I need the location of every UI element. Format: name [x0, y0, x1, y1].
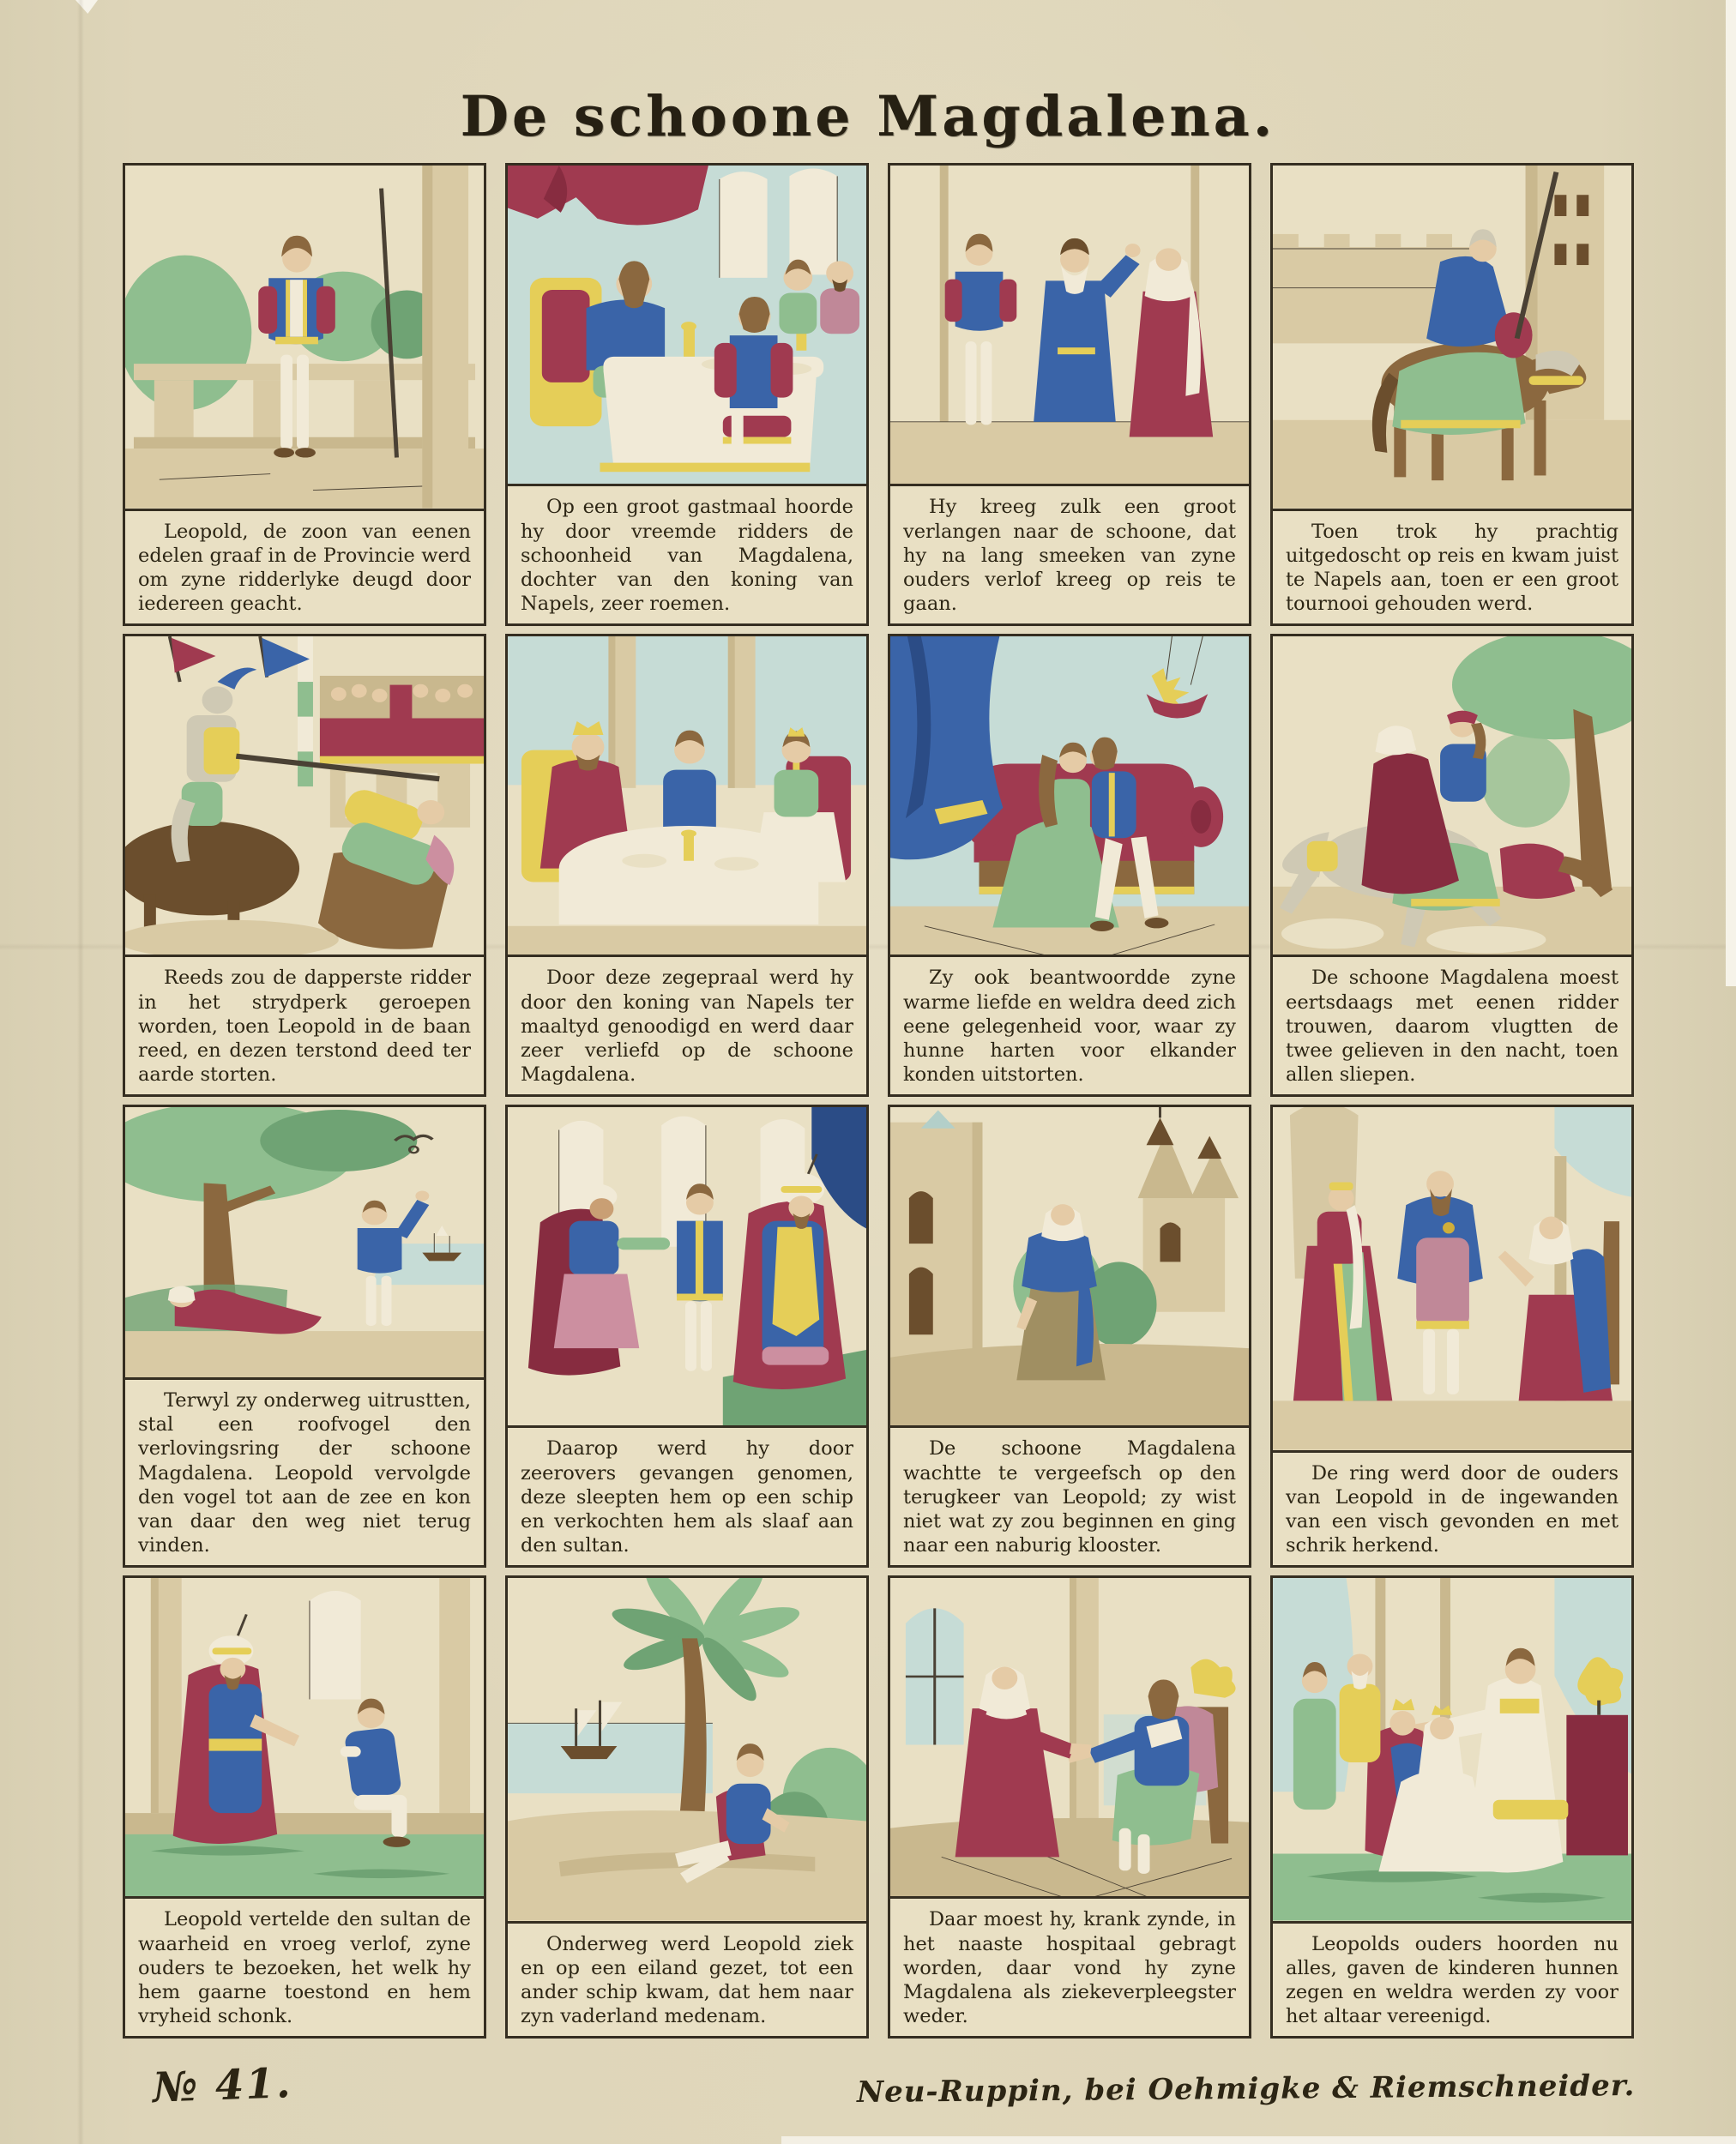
story-panel-9	[123, 1105, 486, 1568]
panel-2-caption: Op een groot gastmaal hoorde hy door vreemde ridders de schoonheid van Magdalena, dochter van den koning van Napels, zeer roemen.	[521, 496, 853, 615]
panel-13-illustration	[125, 1578, 484, 1899]
panel-10-caption: Daarop werd hy door zeerovers gevangen genomen, deze sleepten hem op een schip en verkochten hem als slaaf aan den sultan.	[521, 1437, 853, 1557]
panel-grid	[123, 163, 1634, 2039]
story-panel-7	[888, 634, 1251, 1097]
panel-1-caption: Leopold, de zoon van eenen edelen graaf in de Provincie werd om zyne ridderlyke deugd door iedereen geacht.	[138, 520, 471, 615]
story-panel-5	[123, 634, 486, 1097]
panel-8-illustration	[1273, 636, 1631, 957]
panel-6-caption: Door deze zegepraal werd hy door den koning van Napels ter maaltyd genoodigd en werd daar zeer verliefd op de schoone Magdalena.	[521, 967, 853, 1086]
story-panel-6	[505, 634, 869, 1097]
panel-14-caption: Onderweg werd Leopold ziek en op een eiland gezet, tot een ander schip kwam, dat hem naar zyn vaderland medenam.	[521, 1932, 853, 2027]
panel-3-caption: Hy kreeg zulk een groot verlangen naar de schoone, dat hy na lang smeeken van zyne ouders verlof kreeg op reis te gaan.	[903, 496, 1236, 615]
panel-16-caption: Leopolds ouders hoorden nu alles, gaven de kinderen hunnen zegen en weldra werden zy voor het altaar vereenigd.	[1286, 1932, 1618, 2027]
story-panel-1	[123, 163, 486, 626]
paper-crease-vertical	[77, 0, 84, 2144]
panel-12-caption: De ring werd door de ouders van Leopold in de ingewanden van een visch gevonden en met schrik herkend.	[1286, 1461, 1618, 1557]
panel-15-illustration	[890, 1578, 1249, 1899]
plate-number: № 41.	[152, 2059, 293, 2112]
panel-6-illustration	[508, 636, 866, 957]
panel-14-illustration	[508, 1578, 866, 1924]
panel-15-caption: Daar moest hy, krank zynde, in het naaste hospitaal gebragt worden, daar vond hy zyne Magdalena als ziekeverpleegster weder.	[903, 1908, 1236, 2027]
story-panel-13	[123, 1575, 486, 2039]
panel-5-illustration	[125, 636, 484, 957]
panel-7-caption: Zy ook beantwoordde zyne warme liefde en weldra deed zich eene gelegenheid voor, waar zy hunne harten voor elkander konden uitstorten.	[903, 967, 1236, 1086]
story-panel-16	[1270, 1575, 1634, 2039]
story-panel-10	[505, 1105, 869, 1568]
panel-3-illustration	[890, 166, 1249, 486]
story-panel-4	[1270, 163, 1634, 626]
panel-1-illustration	[125, 166, 484, 511]
panel-16-illustration	[1273, 1578, 1631, 1924]
panel-9-illustration	[125, 1107, 484, 1380]
panel-11-caption: De schoone Magdalena wachtte te vergeefsch op den terugkeer van Leopold; zy wist niet wat zy zou beginnen en ging naar een naburig klooster.	[903, 1437, 1236, 1557]
panel-7-illustration	[890, 636, 1249, 957]
panel-4-illustration	[1273, 166, 1631, 511]
publisher-imprint: Neu-Ruppin, bei Oehmigke & Riemschneider.	[856, 2069, 1636, 2110]
page-title: De schoone Magdalena.	[460, 83, 1276, 149]
panel-12-illustration	[1273, 1107, 1631, 1453]
panel-10-illustration	[508, 1107, 866, 1428]
story-panel-3	[888, 163, 1251, 626]
panel-2-illustration	[508, 166, 866, 486]
story-panel-15	[888, 1575, 1251, 2039]
story-panel-8	[1270, 634, 1634, 1097]
panel-11-illustration	[890, 1107, 1249, 1428]
panel-5-caption: Reeds zou de dapperste ridder in het strydperk geroepen worden, toen Leopold in de baan reed, en dezen terstond deed ter aarde storten.	[138, 967, 471, 1086]
story-panel-12	[1270, 1105, 1634, 1568]
story-panel-2	[505, 163, 869, 626]
panel-9-caption: Terwyl zy onderweg uitrustten, stal een roofvogel den verlovingsring der schoone Magdalena. Leopold vervolgde den vogel tot aan de zee en kon van daar den weg niet terug vinden.	[138, 1389, 471, 1557]
story-panel-11	[888, 1105, 1251, 1568]
panel-8-caption: De schoone Magdalena moest eertsdaags met eenen ridder trouwen, daarom vlugtten de twee gelieven in den nacht, toen allen sliepen.	[1286, 967, 1618, 1086]
panel-13-caption: Leopold vertelde den sultan de waarheid en vroeg verlof, zyne ouders te bezoeken, het welk hy hem gaarne toestond en hem vryheid schonk.	[138, 1908, 471, 2027]
story-panel-14	[505, 1575, 869, 2039]
scan-edge-bottom	[781, 2136, 1736, 2144]
panel-4-caption: Toen trok hy prachtig uitgedoscht op reis en kwam juist te Napels aan, toen er een groot tournooi gehouden werd.	[1286, 520, 1618, 615]
